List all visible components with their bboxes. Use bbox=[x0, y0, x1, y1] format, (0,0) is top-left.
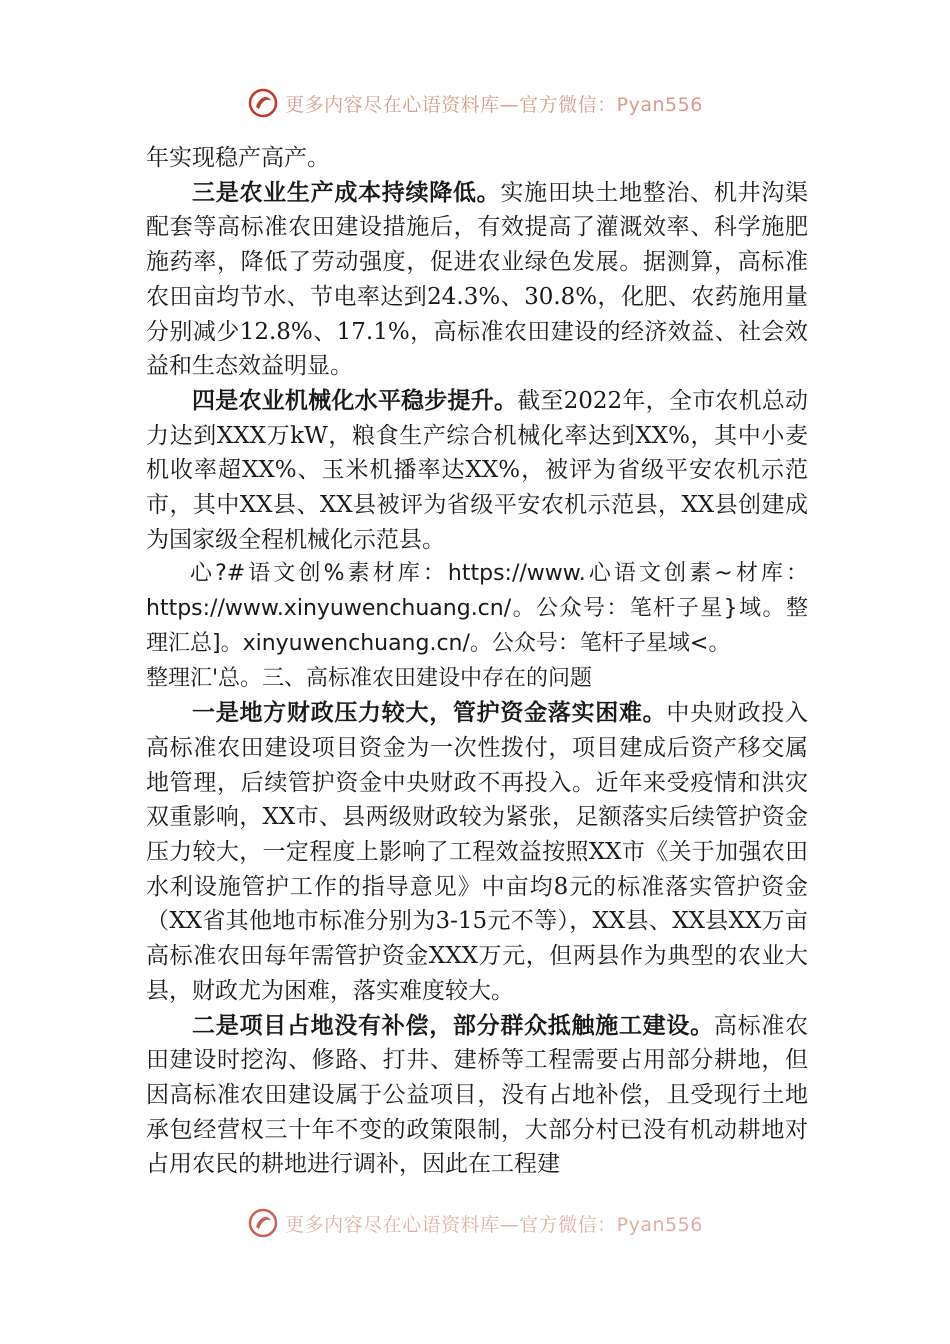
document-body bbox=[146, 141, 808, 1182]
paragraph-1-heading: 三是农业生产成本持续降低。 bbox=[192, 178, 501, 206]
footer-banner-text: 更多内容尽在心语资料库—官方微信：Pyan556 bbox=[285, 1213, 703, 1236]
paragraph-5 bbox=[146, 1009, 808, 1183]
section-heading: 整理汇'总。三、高标准农田建设中存在的问题 bbox=[146, 665, 593, 691]
paragraph-3: 心?#语文创%素材库：https://www.心语文创素~材库：https://www.xinyuwenchuang.cn/。公众号：笔杆子星}域。整理汇总]。xinyuwenchuang.cn/。公众号：笔杆子星域<。 bbox=[146, 561, 808, 656]
paragraph-4-heading: 一是地方财政压力较大，管护资金落实困难。 bbox=[192, 699, 667, 727]
paragraph-1-text: 实施田块土地整治、机井沟渠配套等高标准农田建设措施后，有效提高了灌溉效率、科学施肥施药率，降低了劳动强度，促进农业绿色发展。据测算，高标准农田亩均节水、节电率达到24.3%、30.8%，化肥、农药施用量分别减少12.8%、17.1%，高标准农田建设的经济效益、社会效益和生态效益明显。 bbox=[146, 179, 809, 380]
logo-icon bbox=[247, 87, 279, 119]
paragraph-5-text: 高标准农田建设时挖沟、修路、打井、建桥等工程需要占用部分耕地，但因高标准农田建设属于公益项目，没有占地补偿，且受现行土地承包经营权三十年不变的政策限制，大部分村已没有机动耕地对占用农民的耕地进行调补，因此在工程建 bbox=[146, 1012, 809, 1178]
logo-icon bbox=[247, 1207, 279, 1239]
page-footer-banner bbox=[0, 1203, 950, 1243]
paragraph-5-heading: 二是项目占地没有补偿，部分群众抵触施工建设。 bbox=[192, 1011, 714, 1039]
paragraph-2-text: 截至2022年，全市农机总动力达到XXX万kW，粮食生产综合机械化率达到XX%，其中小麦机收率超XX%、玉米机播率达XX%，被评为省级平安农机示范市，其中XX县、XX县被评为省级平安农机示范县，XX县创建成为国家级全程机械化示范县。 bbox=[146, 387, 808, 553]
header-banner-text: 更多内容尽在心语资料库—官方微信：Pyan556 bbox=[285, 93, 703, 116]
paragraph-4-text: 中央财政投入高标准农田建设项目资金为一次性拨付，项目建成后资产移交属地管理，后续管护资金中央财政不再投入。近年来受疫情和洪灾双重影响，XX市、县两级财政较为紧张，足额落实后续管护资金压力较大，一定程度上影响了工程效益按照XX市《关于加强农田水利设施管护工作的指导意见》中亩均8元的标准落实管护资金（XX省其他地市标准分别为3-15元不等），XX县、XX县XX万亩高标准农田每年需管护资金XXX万元，但两县作为典型的农业大县，财政尤为困难，落实难度较大。 bbox=[146, 700, 809, 1004]
paragraph-1 bbox=[146, 176, 808, 384]
paragraph-4 bbox=[146, 696, 808, 1008]
paragraph-2 bbox=[146, 384, 808, 558]
paragraph-2-heading: 四是农业机械化水平稳步提升。 bbox=[192, 386, 518, 414]
page-header-banner bbox=[0, 83, 950, 123]
paragraph-0: 年实现稳产高产。 bbox=[146, 145, 330, 171]
